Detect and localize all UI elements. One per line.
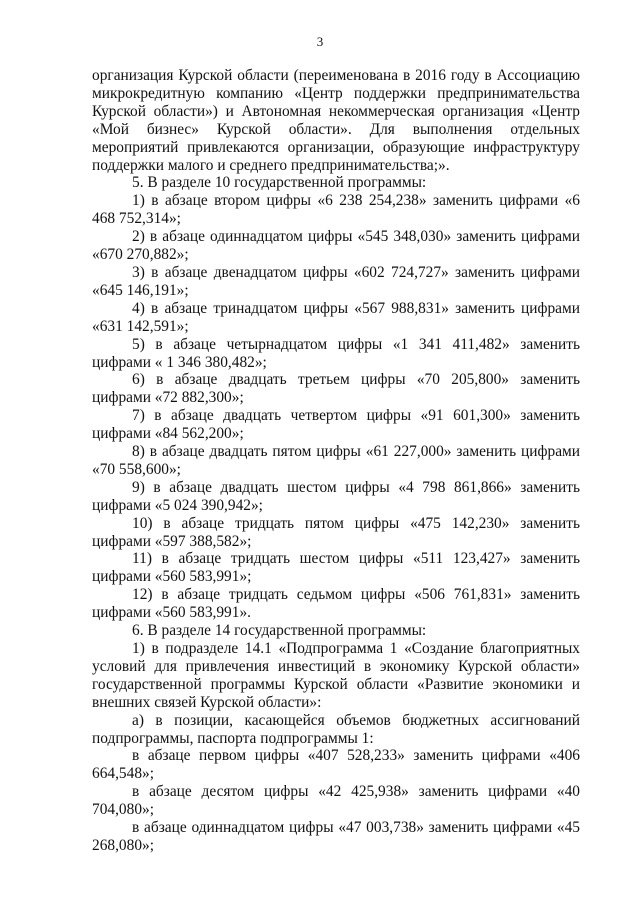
subsection-item: 1) в подразделе 14.1 «Подпрограмма 1 «Создание благоприятных условий для привлечения инвестиций в экономику Курской области» государственной программы Курской области «Развитие экономики и внешних связей Курской области»: xyxy=(92,640,580,711)
amendment-item: 7) в абзаце двадцать четвертом цифры «91 601,300» заменить цифрами «84 562,200»; xyxy=(92,407,580,443)
amendment-item: 11) в абзаце тридцать шестом цифры «511 123,427» заменить цифрами «560 583,991»; xyxy=(92,550,580,586)
section-6-heading: 6. В разделе 14 государственной программы: xyxy=(132,622,427,640)
amendment-item: в абзаце первом цифры «407 528,233» заменить цифрами «406 664,548»; xyxy=(92,747,580,783)
amendment-item: 5) в абзаце четырнадцатом цифры «1 341 411,482» заменить цифрами « 1 346 380,482»; xyxy=(92,335,580,371)
amendment-item: в абзаце десятом цифры «42 425,938» заменить цифрами «40 704,080»; xyxy=(92,783,580,819)
amendment-item: 3) в абзаце двенадцатом цифры «602 724,727» заменить цифрами «645 146,191»; xyxy=(92,263,580,299)
amendment-item: 2) в абзаце одиннадцатом цифры «545 348,030» заменить цифрами «670 270,882»; xyxy=(92,228,580,264)
paragraph-continuation: организация Курской области (переименована в 2016 году в Ассоциацию микрокредитную компанию «Центр поддержки предпринимательства Курской области») и Автономная некоммерческая организация «Центр «Мой бизнес» Курской области». Для выполнения отдельных мероприятий привлекаются организации, образующие инфраструктуру поддержки малого и среднего предпринимательства;». xyxy=(92,67,580,174)
subsection-item: а) в позиции, касающейся объемов бюджетных ассигнований подпрограммы, паспорта подпрограммы 1: xyxy=(92,711,580,747)
amendment-item: 9) в абзаце двадцать шестом цифры «4 798 861,866» заменить цифрами «5 024 390,942»; xyxy=(92,478,580,514)
amendment-item: 6) в абзаце двадцать третьем цифры «70 205,800» заменить цифрами «72 882,300»; xyxy=(92,371,580,407)
section-5-heading: 5. В разделе 10 государственной программы: xyxy=(132,174,427,192)
document-body xyxy=(92,67,580,855)
page-number: 3 xyxy=(316,34,324,49)
amendment-item: 1) в абзаце втором цифры «6 238 254,238» заменить цифрами «6 468 752,314»; xyxy=(92,192,580,228)
amendment-item: 8) в абзаце двадцать пятом цифры «61 227,000» заменить цифрами «70 558,600»; xyxy=(92,443,580,478)
amendment-item: 12) в абзаце тридцать седьмом цифры «506 761,831» заменить цифрами «560 583,991». xyxy=(92,586,580,622)
amendment-item: 10) в абзаце тридцать пятом цифры «475 142,230» заменить цифрами «597 388,582»; xyxy=(92,514,580,550)
amendment-item: в абзаце одиннадцатом цифры «47 003,738» заменить цифрами «45 268,080»; xyxy=(92,819,580,854)
amendment-item: 4) в абзаце тринадцатом цифры «567 988,831» заменить цифрами «631 142,591»; xyxy=(92,299,580,335)
